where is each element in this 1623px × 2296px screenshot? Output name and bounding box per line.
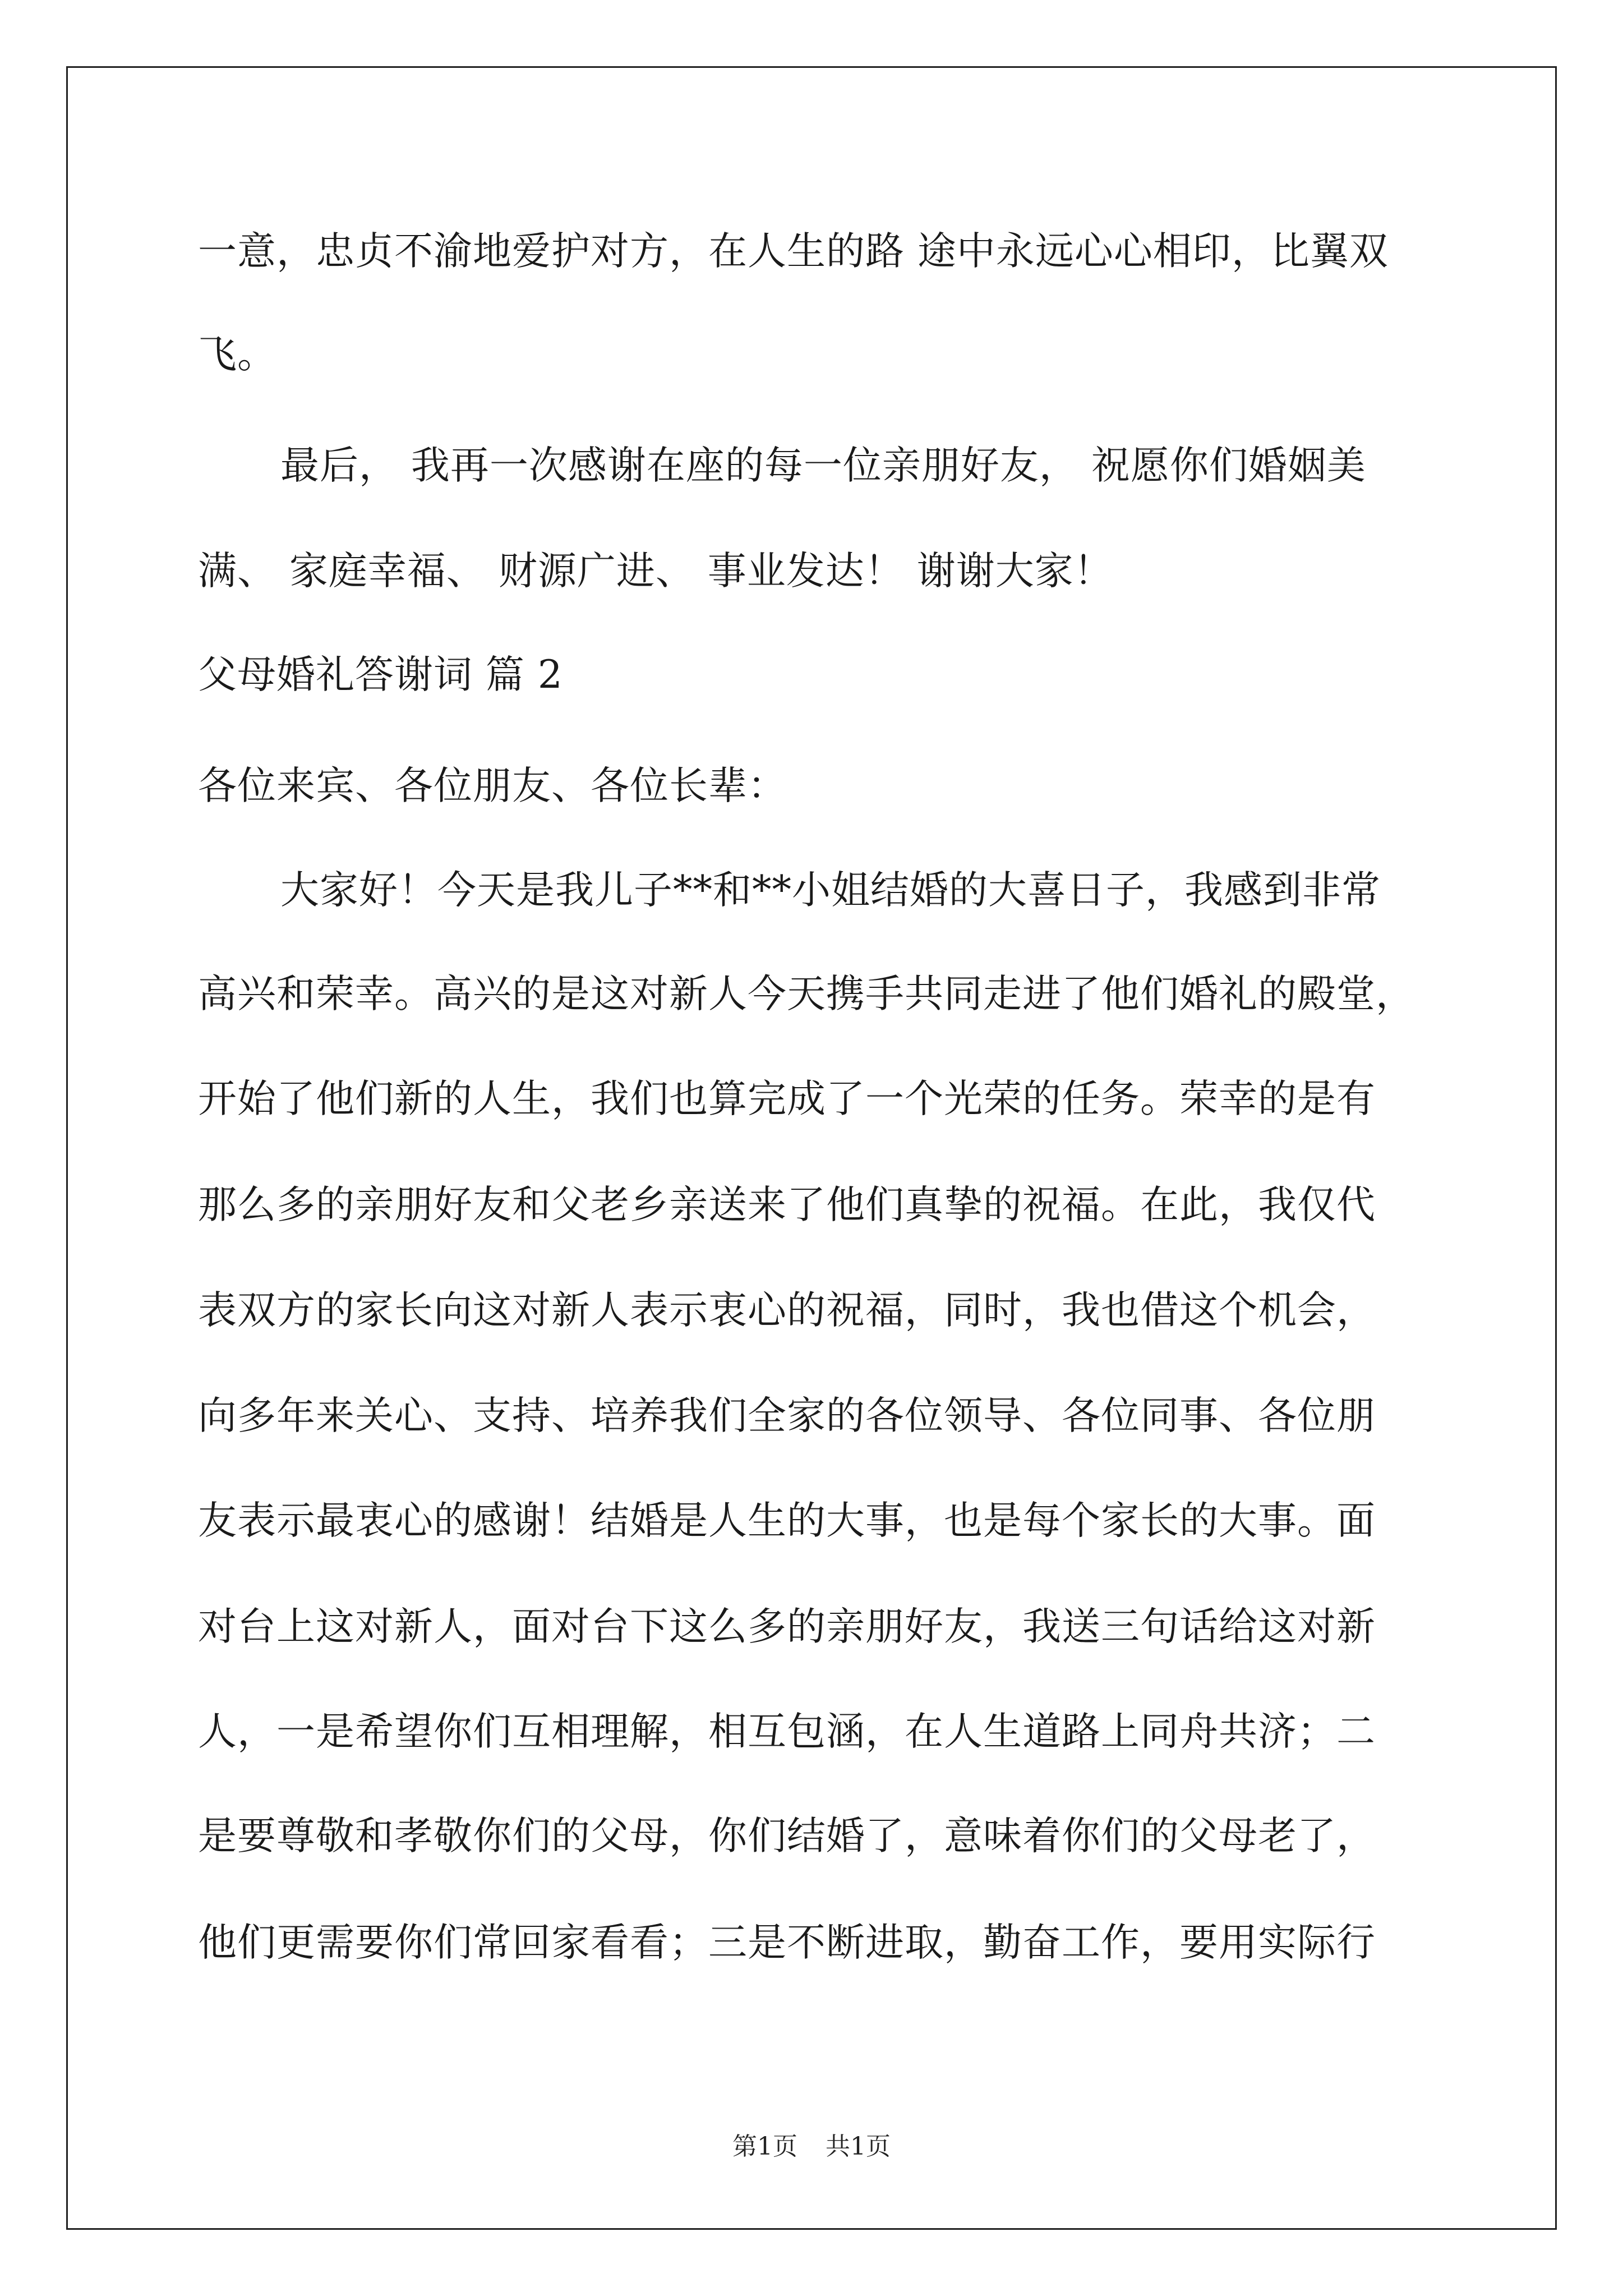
body-line: 人，一是希望你们互相理解，相互包涵，在人生道路上同舟共济；二 — [198, 1709, 1376, 1754]
page-number: 第1页 — [732, 2132, 797, 2161]
body-line: 向多年来关心、支持、培养我们全家的各位领导、各位同事、各位朋 — [198, 1393, 1376, 1438]
body-line: 开始了他们新的人生，我们也算完成了一个光荣的任务。荣幸的是有 — [198, 1076, 1376, 1121]
salutation: 各位来宾、各位朋友、各位长辈： — [198, 763, 787, 808]
paragraph-line: 大家好！今天是我儿子**和**小姐结婚的大喜日子，我感到非常 — [280, 868, 1381, 913]
body-line: 满、 家庭幸福、 财源广进、 事业发达！ 谢谢大家！ — [198, 549, 1113, 593]
page-total: 共1页 — [826, 2132, 891, 2161]
body-line: 飞。 — [198, 332, 276, 377]
paragraph-line: 最后， 我再一次感谢在座的每一位亲朋好友， 祝愿你们婚姻美 — [280, 443, 1366, 488]
body-line: 是要尊敬和孝敬你们的父母，你们结婚了，意味着你们的父母老了， — [198, 1814, 1376, 1858]
section-heading: 父母婚礼答谢词 篇 2 — [198, 652, 563, 697]
page-border — [66, 66, 1557, 2230]
body-line: 表双方的家长向这对新人表示衷心的祝福，同时，我也借这个机会， — [198, 1288, 1376, 1333]
body-line: 他们更需要你们常回家看看；三是不断进取，勤奋工作，要用实际行 — [198, 1920, 1376, 1965]
page-footer — [0, 2130, 1623, 2164]
body-line: 对台上这对新人，面对台下这么多的亲朋好友，我送三句话给这对新 — [198, 1604, 1376, 1649]
body-line: 一意，忠贞不渝地爱护对方，在人生的路 途中永远心心相印，比翼双 — [198, 229, 1389, 274]
body-line: 高兴和荣幸。高兴的是这对新人今天携手共同走进了他们婚礼的殿堂， — [198, 972, 1415, 1016]
body-line: 友表示最衷心的感谢！结婚是人生的大事，也是每个家长的大事。面 — [198, 1498, 1376, 1543]
body-line: 那么多的亲朋好友和父老乡亲送来了他们真挚的祝福。在此，我仅代 — [198, 1182, 1376, 1227]
